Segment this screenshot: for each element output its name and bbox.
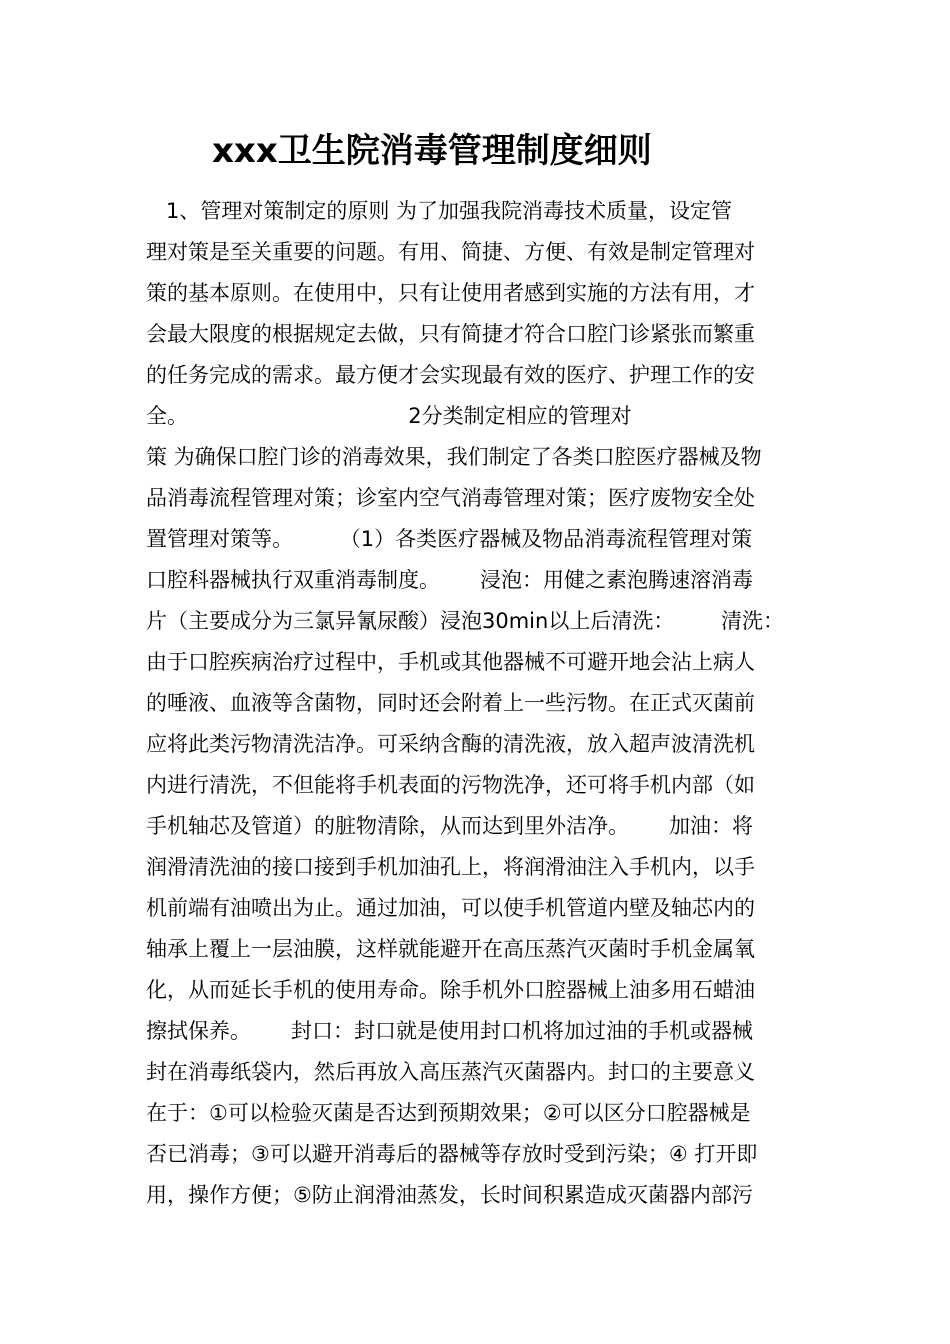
body-line: 否已消毒；③可以避开消毒后的器械等存放时受到污染；④ 打开即 <box>146 1142 758 1166</box>
body-line: 会最大限度的根据规定去做，只有简捷才符合口腔门诊紧张而繁重 <box>146 322 755 346</box>
document-body <box>146 191 826 1216</box>
body-line: 片（主要成分为三氯异氰尿酸）浸泡30min以上后清洗： 清洗： <box>146 609 785 633</box>
body-line: 理对策是至关重要的问题。有用、简捷、方便、有效是制定管理对 <box>146 240 755 264</box>
body-line: 1、管理对策制定的原则 为了加强我院消毒技术质量，设定管 <box>146 199 733 223</box>
body-line: 机前端有油喷出为止。通过加油，可以使手机管道内壁及轴芯内的 <box>146 896 755 920</box>
document-title: xxx卫生院消毒管理制度细则 <box>212 131 652 171</box>
body-line: 口腔科器械执行双重消毒制度。 浸泡：用健之素泡腾速溶消毒 <box>146 568 754 592</box>
body-line: 轴承上覆上一层油膜，这样就能避开在高压蒸汽灭菌时手机金属氧 <box>146 937 755 961</box>
body-line: 封在消毒纸袋内，然后再放入高压蒸汽灭菌器内。封口的主要意义 <box>146 1060 755 1084</box>
body-line: 擦拭保养。 封口：封口就是使用封口机将加过油的手机或器械 <box>146 1019 754 1043</box>
body-line: 置管理对策等。 （1）各类医疗器械及物品消毒流程管理对策 <box>146 527 753 551</box>
body-line: 手机轴芯及管道）的脏物清除，从而达到里外洁净。 加油：将 <box>146 814 754 838</box>
body-line: 化，从而延长手机的使用寿命。除手机外口腔器械上油多用石蜡油 <box>146 978 755 1002</box>
body-line: 应将此类污物清洗洁净。可采纳含酶的清洗液，放入超声波清洗机 <box>146 732 755 756</box>
body-line: 策 为确保口腔门诊的消毒效果，我们制定了各类口腔医疗器械及物 <box>146 445 762 469</box>
body-line: 用，操作方便；⑤防止润滑油蒸发，长时间积累造成灭菌器内部污 <box>146 1183 753 1207</box>
body-line: 全。 2分类制定相应的管理对 <box>146 404 632 428</box>
body-line: 品消毒流程管理对策；诊室内空气消毒管理对策；医疗废物安全处 <box>146 486 755 510</box>
body-line: 的唾液、血液等含菌物，同时还会附着上一些污物。在正式灭菌前 <box>146 691 755 715</box>
body-line: 内进行清洗，不但能将手机表面的污物洗净，还可将手机内部（如 <box>146 773 755 797</box>
body-line: 由于口腔疾病治疗过程中，手机或其他器械不可避开地会沾上病人 <box>146 650 755 674</box>
body-line: 润滑清洗油的接口接到手机加油孔上，将润滑油注入手机内，以手 <box>146 855 755 879</box>
body-line: 策的基本原则。在使用中，只有让使用者感到实施的方法有用，才 <box>146 281 755 305</box>
body-line: 在于：①可以检验灭菌是否达到预期效果；②可以区分口腔器械是 <box>146 1101 751 1125</box>
body-line: 的任务完成的需求。最方便才会实现最有效的医疗、护理工作的安 <box>146 363 755 387</box>
